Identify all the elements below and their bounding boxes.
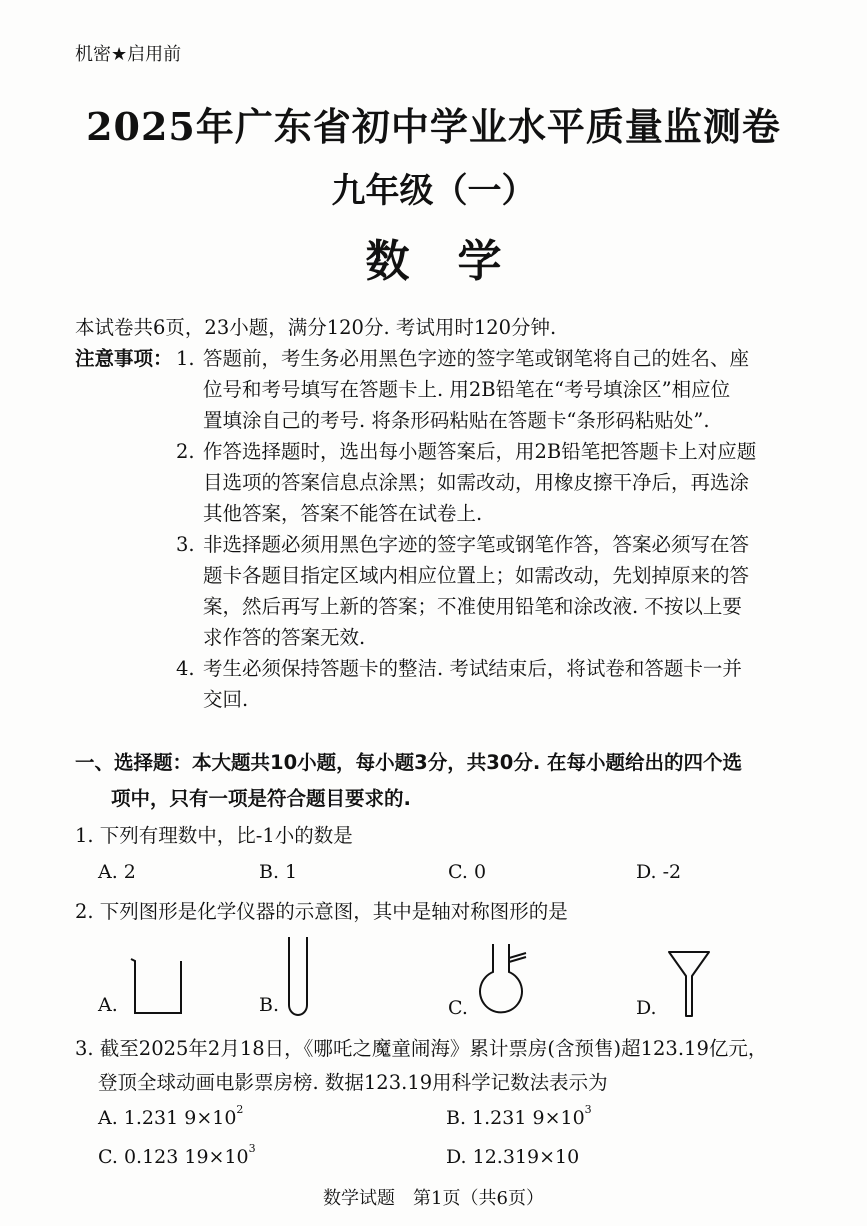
grade-title: 九年级（一） [331,171,536,211]
note-number: 4. [176,657,195,680]
q1-option-b: B. 1 [259,861,298,883]
note-line: 题卡各题目指定区域内相应位置上；如需改动，先划掉原来的答 [203,564,750,587]
test-tube-icon [286,935,310,1019]
note-line: 其他答案，答案不能答在试卷上. [203,502,483,525]
question-3-stem-cont: 登顶全球动画电影票房榜. 数据123.19用科学记数法表示为 [98,1071,608,1094]
note-line: 非选择题必须用黑色字迹的签字笔或钢笔作答，答案必须写在答 [203,533,750,556]
q1-option-d: D. -2 [636,861,682,883]
notes-label: 注意事项： [75,347,173,370]
subject-title: 数学 [365,236,550,287]
funnel-icon [668,950,710,1020]
note-line: 案，然后再写上新的答案；不准使用铅笔和涂改液. 不按以上要 [203,595,742,618]
page-footer: 数学试题 第1页（共6页） [323,1188,544,1209]
confidential-label: 机密★启用前 [75,44,182,65]
note-line: 答题前，考生务必用黑色字迹的签字笔或钢笔将自己的姓名、座 [203,347,750,370]
q2-option-d: D. [636,997,657,1019]
note-line: 求作答的答案无效. [203,626,366,649]
note-line: 置填涂自己的考号. 将条形码粘贴在答题卡“条形码粘贴处”. [203,409,710,432]
q3-option-b: B. 1.231 $9\times 10^3$ [446,1103,592,1129]
question-2-stem: 2. 下列图形是化学仪器的示意图，其中是轴对称图形的是 [75,900,568,923]
q2-option-c: C. [448,997,468,1019]
note-line: 交回. [203,688,249,711]
q2-option-b: B. [259,994,280,1016]
q1-option-a: A. 2 [98,861,136,883]
beaker-icon [128,955,188,1017]
section-heading: 一、选择题：本大题共10小题，每小题3分，共30分. 在每小题给出的四个选 [75,751,743,774]
note-number: 2. [176,440,195,463]
note-line: 考生必须保持答题卡的整洁. 考试结束后，将试卷和答题卡一并 [203,657,742,680]
q3-option-a: A. 1.231 $9\times 10^2$ [98,1103,244,1129]
note-line: 作答选择题时，选出每小题答案后，用2B铅笔把答题卡上对应题 [203,440,757,463]
q2-option-a: A. [98,994,118,1016]
q1-option-c: C. 0 [448,861,487,883]
note-number: 1. [176,347,195,370]
exam-title: 2025年广东省初中学业水平质量监测卷 [86,104,781,149]
note-line: 位号和考号填写在答题卡上. 用2B铅笔在“考号填涂区”相应位 [203,378,731,401]
note-line: 目选项的答案信息点涂黑；如需改动，用橡皮擦干净后，再选涂 [203,471,750,494]
question-1-stem: 1. 下列有理数中，比-1小的数是 [75,824,353,847]
exam-intro: 本试卷共6页，23小题，满分120分. 考试用时120分钟. [75,316,557,339]
q3-option-d: D. 12.319×10 [446,1146,580,1168]
round-flask-icon [476,942,532,1018]
question-3-stem: 3. 截至2025年2月18日，《哪吒之魔童闹海》累计票房(含预售)超123.19亿元， [75,1037,768,1060]
q3-option-c: C. 0.123 $19\times 10^3$ [98,1142,256,1168]
section-heading-cont: 项中，只有一项是符合题目要求的. [111,787,411,810]
note-number: 3. [176,533,195,556]
